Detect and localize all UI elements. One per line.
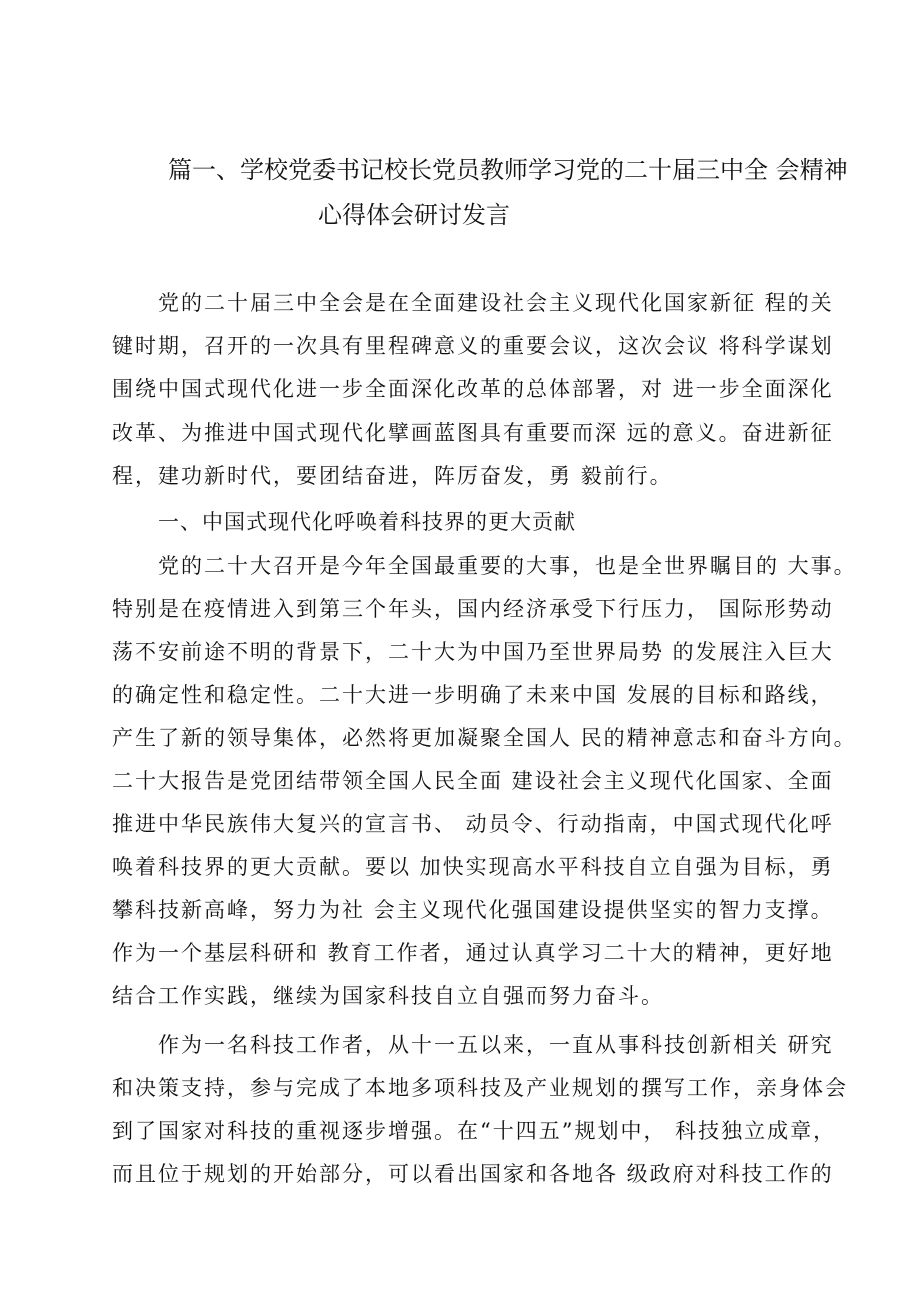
paragraph-2-line-2: 特别是在疫情进入到第三个年头，国内经济承受下行压力， 国际形势动	[112, 597, 834, 621]
section-heading: 一、中国式现代化呼唤着科技界的更大贡献	[158, 510, 576, 534]
paragraph-2-line-7: 推进中华民族伟大复兴的宣言书、 动员令、行动指南，中国式现代化呼	[112, 812, 834, 836]
document-title-line-1: 篇一、学校党委书记校长党员教师学习党的二十届三中全 会精神	[168, 156, 848, 184]
paragraph-3-line-3: 到了国家对科技的重视逐步增强。在“十四五”规划中， 科技独立成章，	[112, 1119, 837, 1143]
paragraph-1-line-2: 键时期，召开的一次具有里程碑意义的重要会议，这次会议 将科学谋划	[112, 334, 834, 358]
paragraph-1-line-5: 程，建功新时代，要团结奋进，阵厉奋发，勇 毅前行。	[112, 464, 673, 488]
paragraph-2-line-10: 作为一个基层科研和 教育工作者，通过认真学习二十大的精神，更好地	[112, 941, 834, 965]
paragraph-2-line-8: 唤着科技界的更大贡献。要以 加快实现高水平科技自立自强为目标，勇	[112, 855, 834, 879]
paragraph-1-line-1: 党的二十届三中全会是在全面建设社会主义现代化国家新征 程的关	[158, 291, 834, 315]
paragraph-1-line-3: 围绕中国式现代化进一步全面深化改革的总体部署，对 进一步全面深化	[112, 377, 834, 401]
paragraph-2-line-11: 结合工作实践，继续为国家科技自立自强而努力奋斗。	[112, 984, 664, 1008]
document-title-line-2: 心得体会研讨发言	[318, 201, 510, 229]
paragraph-2-line-1: 党的二十大召开是今年全国最重要的大事，也是全世界瞩目的 大事。	[158, 554, 857, 578]
paragraph-2-line-3: 荡不安前途不明的背景下，二十大为中国乃至世界局势 的发展注入巨大	[112, 640, 834, 664]
paragraph-3-line-2: 和决策支持，参与完成了本地多项科技及产业规划的撰写工作，亲身体会	[112, 1076, 848, 1100]
paragraph-2-line-5: 产生了新的领导集体，必然将更加凝聚全国人 民的精神意志和奋斗方向。	[112, 726, 857, 750]
paragraph-2-line-6: 二十大报告是党团结带领全国人民全面 建设社会主义现代化国家、全面	[112, 769, 834, 793]
paragraph-2-line-4: 的确定性和稳定性。二十大进一步明确了未来中国 发展的目标和路线，	[112, 683, 834, 707]
paragraph-3-line-4: 而且位于规划的开始部分，可以看出国家和各地各 级政府对科技工作的	[112, 1162, 834, 1186]
paragraph-2-line-9: 攀科技新高峰，努力为社 会主义现代化强国建设提供坚实的智力支撑。	[112, 898, 834, 922]
paragraph-3-line-1: 作为一名科技工作者，从十一五以来，一直从事科技创新相关 研究	[158, 1033, 834, 1057]
paragraph-1-line-4: 改革、为推进中国式现代化擘画蓝图具有重要而深 远的意义。奋进新征	[112, 421, 834, 445]
